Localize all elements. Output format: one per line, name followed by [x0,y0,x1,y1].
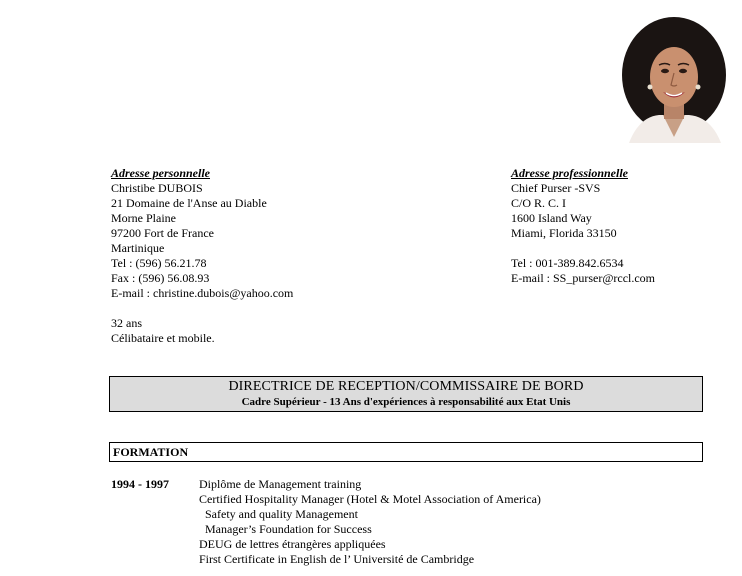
formation-items [199,477,541,567]
personal-name: Christibe DUBOIS [111,181,203,195]
professional-email: E-mail : SS_purser@rccl.com [511,271,656,285]
job-title-box [109,376,703,412]
formation-item: Diplôme de Management training [199,477,362,491]
formation-item: First Certificate in English de l’ Université de Cambridge [199,552,475,566]
formation-item: Manager’s Foundation for Success [205,522,372,536]
personal-locality: Morne Plaine [111,211,176,225]
profile-photo [619,17,729,143]
formation-item: Safety and quality Management [205,507,358,521]
professional-street: 1600 Island Way [511,211,592,225]
personal-street: 21 Domaine de l'Anse au Diable [111,196,267,210]
formation-section-title: FORMATION [113,445,189,459]
job-title: DIRECTRICE DE RECEPTION/COMMISSAIRE DE BORD [228,379,584,394]
formation-item: DEUG de lettres étrangères appliquées [199,537,386,551]
personal-address-heading: Adresse personnelle [111,166,210,180]
portrait-image [619,17,729,143]
personal-age: 32 ans [111,316,142,330]
job-subtitle: Cadre Supérieur - 13 Ans d'expériences à responsabilité aux Etat Unis [241,396,571,408]
formation-section-header [109,442,703,462]
personal-address-block [111,166,411,346]
professional-city: Miami, Florida 33150 [511,226,617,240]
professional-address-heading: Adresse professionnelle [511,166,628,180]
personal-status: Célibataire et mobile. [111,331,215,345]
personal-phone: Tel : (596) 56.21.78 [111,256,207,270]
personal-email: E-mail : christine.dubois@yahoo.com [111,286,294,300]
professional-address-block [511,166,731,286]
professional-phone: Tel : 001-389.842.6534 [511,256,624,270]
formation-item: Certified Hospitality Manager (Hotel & Motel Association of America) [199,492,541,506]
personal-fax: Fax : (596) 56.08.93 [111,271,210,285]
professional-role: Chief Purser -SVS [511,181,601,195]
professional-company: C/O R. C. I [511,196,567,210]
personal-city: 97200 Fort de France [111,226,214,240]
personal-country: Martinique [111,241,165,255]
formation-years: 1994 - 1997 [111,477,169,491]
